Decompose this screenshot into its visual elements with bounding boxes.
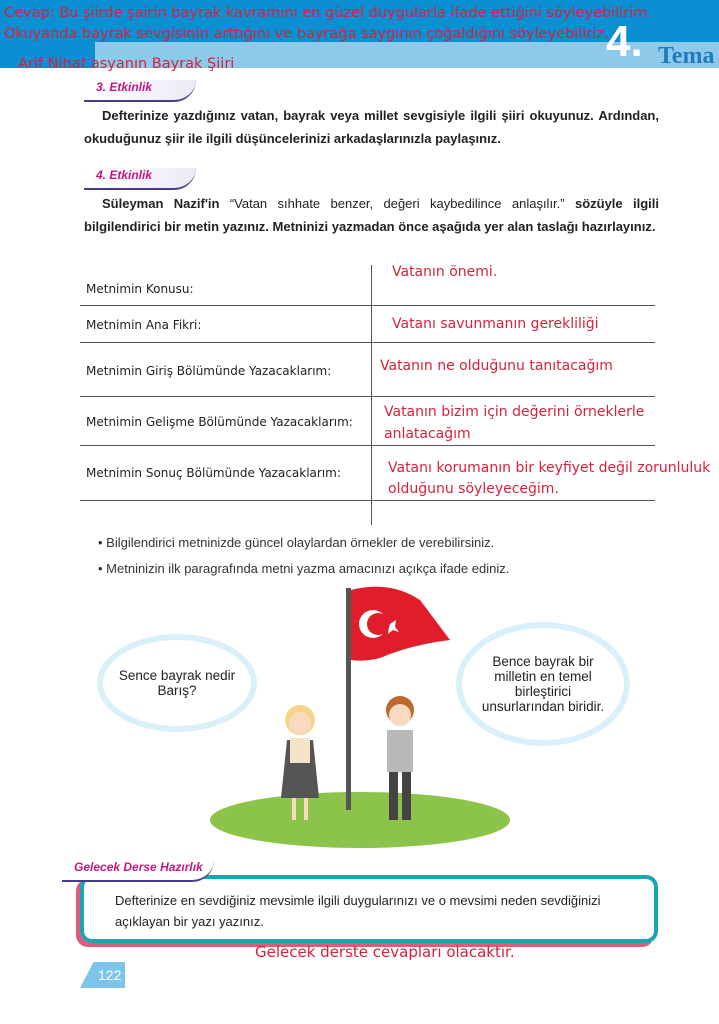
row-line (80, 396, 655, 397)
page-number: 122 (98, 967, 122, 983)
row-answer: Vatanın önemi. (392, 264, 498, 280)
row-label: Metnimin Konusu: (86, 282, 194, 296)
unit-number: 4. (606, 17, 643, 66)
activity3-tag: 3. Etkinlik (84, 80, 196, 102)
answer-line: Okuyanda bayrak sevgisinin arttığını ve bayrağa saygının çoğaldığını söyleyebiliriz. (4, 26, 609, 42)
grass (210, 792, 510, 848)
unit-label: Tema (658, 43, 715, 69)
speech-bubble-left: Sence bayrak nedir Barış? (103, 640, 251, 726)
author: Süleyman Nazif'in (102, 196, 220, 211)
flag-pole (346, 588, 351, 810)
answer-top (4, 3, 652, 45)
speech-bubble-right: Bence bayrak bir milletin en temel birleştirici unsurlarından biridir. (462, 628, 624, 740)
row-answer: Vatanı savunmanın gerekliliği (392, 316, 599, 332)
row-label: Metnimin Ana Fikri: (86, 318, 202, 332)
row-label: Metnimin Sonuç Bölümünde Yazacaklarım: (86, 466, 341, 480)
activity3-text: Defterinize yazdığınız vatan, bayrak veya millet sevgisiyle ilgili şiiri okuyunuz. Ardından, okuduğunuz şiir ile ilgili düşüncelerinizi arkadaşlarınızla paylaşınız. (84, 108, 659, 146)
next-lesson-note: Gelecek derste cevapları olacaktır. (255, 943, 515, 961)
bullet-item: • Metninizin ilk paragrafında metni yazma amacınızı açıkça ifade ediniz. (98, 561, 510, 576)
activity4-text (84, 192, 659, 238)
bullet-item: • Bilgilendirici metninizde güncel olaylardan örnekler de verebilirsiniz. (98, 535, 495, 550)
row-label: Metnimin Gelişme Bölümünde Yazacaklarım: (86, 415, 353, 429)
row-line (80, 500, 655, 501)
row-answer: Vatanı korumanın bir keyfiyet değil zorunluluk olduğunu söyleyeceğim. (388, 460, 711, 497)
row-label: Metnimin Giriş Bölümünde Yazacaklarım: (86, 364, 332, 378)
row-answer: Vatanın ne olduğunu tanıtacağım (380, 358, 613, 374)
prep-text: Defterinize en sevdiğiniz mevsimle ilgili duygularınızı ve o mevsimi neden sevdiğinizi açıklayan bir yazı yazınız. (115, 893, 601, 929)
row-line (80, 305, 655, 306)
row-line (80, 445, 655, 446)
row-line (80, 342, 655, 343)
table-divider (371, 265, 372, 525)
activity4-tag: 4. Etkinlik (84, 168, 196, 190)
instruction: sözüyle ilgili bilgilendirici bir metin yazınız. Metninizi yazmadan önce aşağıda yer alan taslağı hazırlayınız. (84, 196, 659, 234)
row-answer: Vatanın bizim için değerini örneklerle anlatacağım (384, 404, 645, 442)
answer-line: Cevap: Bu şiirde şairin bayrak kavramını en güzel duygularla ifade ettiğini söyleyebilirim. (4, 5, 652, 21)
quote: “Vatan sıhhate benzer, değeri kaybedilince anlaşılır.” (229, 196, 565, 211)
poem-title: Arif Nihat asyanın Bayrak Şiiri (18, 56, 235, 72)
prep-tag: Gelecek Derse Hazırlık (62, 860, 214, 882)
